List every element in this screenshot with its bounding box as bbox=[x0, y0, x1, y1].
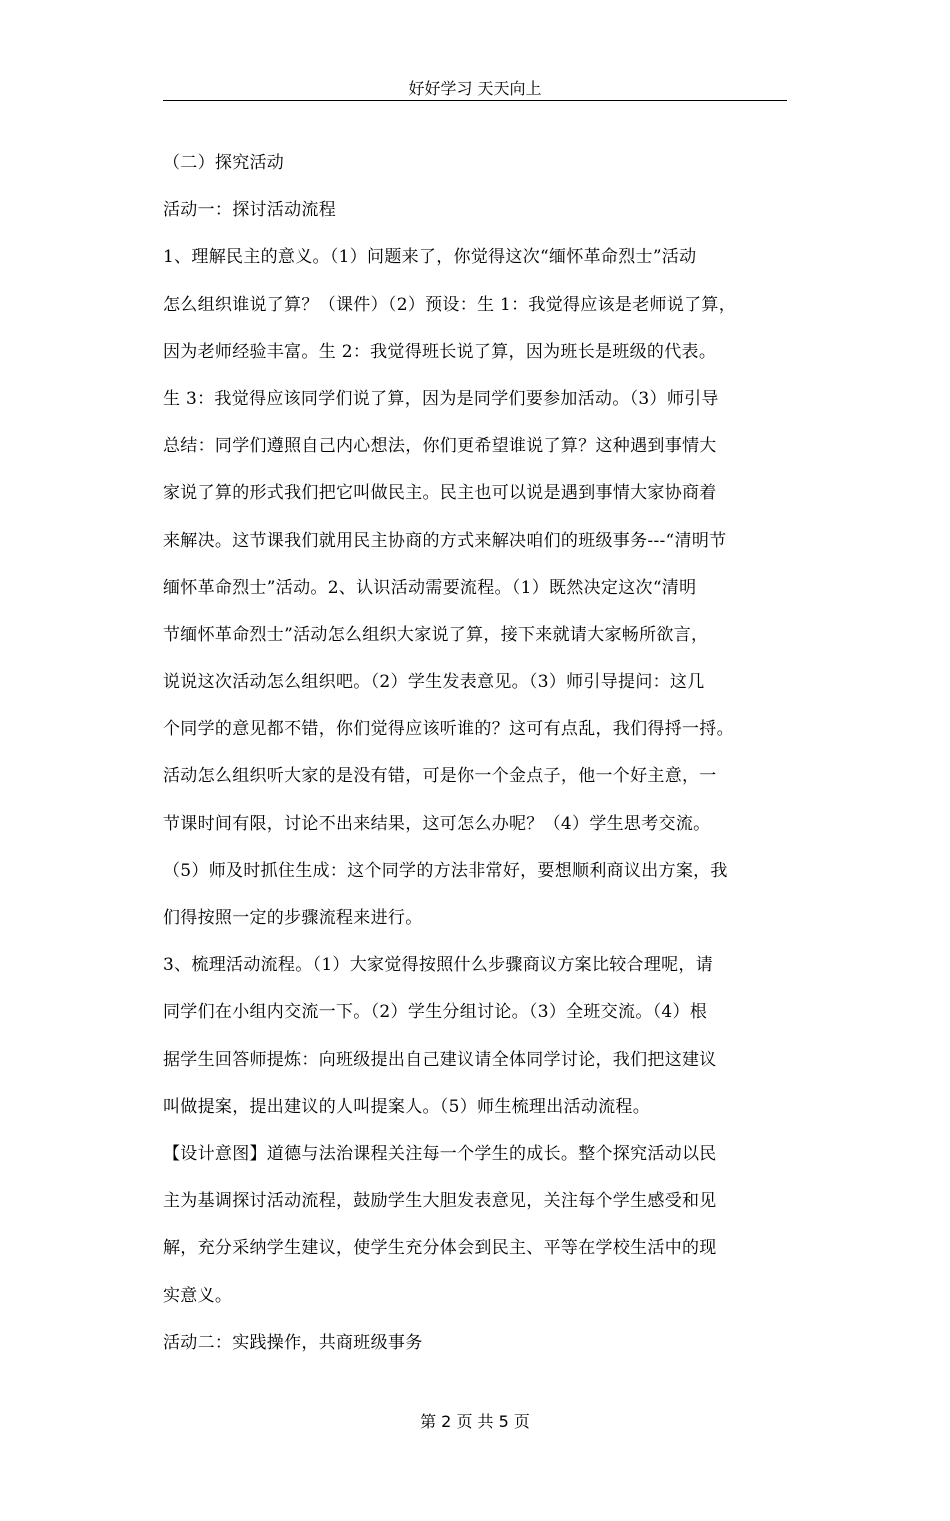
text-line: 实意义。 bbox=[163, 1285, 233, 1306]
text-line: 来解决。这节课我们就用民主协商的方式来解决咱们的班级事务---“清明节 bbox=[163, 530, 727, 551]
text-line: 说说这次活动怎么组织吧。（2）学生发表意见。（3）师引导提问：这几 bbox=[163, 672, 705, 693]
text-line: 解，充分采纳学生建议，使学生充分体会到民主、平等在学校生活中的现 bbox=[163, 1238, 717, 1259]
text-line: 1、理解民主的意义。（1）问题来了，你觉得这次“缅怀革命烈士”活动 bbox=[163, 247, 697, 268]
text-line: 3、梳理活动流程。（1）大家觉得按照什么步骤商议方案比较合理呢，请 bbox=[163, 955, 714, 976]
text-line: 缅怀革命烈士”活动。2、认识活动需要流程。（1）既然决定这次“清明 bbox=[163, 577, 697, 598]
text-line: 个同学的意见都不错，你们觉得应该听谁的？这可有点乱，我们得捋一捋。 bbox=[163, 719, 734, 740]
text-line: 活动怎么组织听大家的是没有错，可是你一个金点子，他一个好主意，一 bbox=[163, 766, 717, 787]
text-line: 总结：同学们遵照自己内心想法，你们更希望谁说了算？这种遇到事情大 bbox=[163, 436, 717, 457]
text-line: 怎么组织谁说了算？（课件）（2）预设：生 1：我觉得应该是老师说了算， bbox=[163, 294, 737, 315]
text-line: 节缅怀革命烈士”活动怎么组织大家说了算，接下来就请大家畅所欲言， bbox=[163, 624, 709, 645]
header-divider bbox=[163, 100, 787, 101]
activity-heading: 活动二：实践操作，共商班级事务 bbox=[163, 1332, 423, 1353]
text-line: 生 3：我觉得应该同学们说了算，因为是同学们要参加活动。（3）师引导 bbox=[163, 388, 719, 409]
design-intent-line: 【设计意图】道德与法治课程关注每一个学生的成长。整个探究活动以民 bbox=[163, 1143, 717, 1164]
text-line: 节课时间有限，讨论不出来结果，这可怎么办呢？（4）学生思考交流。 bbox=[163, 813, 711, 834]
text-line: 同学们在小组内交流一下。（2）学生分组讨论。（3）全班交流。（4）根 bbox=[163, 1002, 708, 1023]
text-line: 叫做提案，提出建议的人叫提案人。（5）师生梳理出活动流程。 bbox=[163, 1096, 651, 1117]
document-body bbox=[163, 140, 791, 1367]
text-line: 家说了算的形式我们把它叫做民主。民主也可以说是遇到事情大家协商着 bbox=[163, 483, 717, 504]
text-line: 据学生回答师提炼：向班级提出自己建议请全体同学讨论，我们把这建议 bbox=[163, 1049, 717, 1070]
text-line: 们得按照一定的步骤流程来进行。 bbox=[163, 908, 423, 928]
section-heading: （二）探究活动 bbox=[163, 153, 285, 173]
page-number: 第 2 页 共 5 页 bbox=[420, 1412, 530, 1431]
text-line: 主为基调探讨活动流程，鼓励学生大胆发表意见，关注每个学生感受和见 bbox=[163, 1191, 717, 1212]
text-line: （5）师及时抓住生成：这个同学的方法非常好，要想顺利商议出方案，我 bbox=[163, 860, 728, 881]
page-header-title: 好好学习 天天向上 bbox=[408, 79, 542, 98]
activity-heading: 活动一：探讨活动流程 bbox=[163, 200, 336, 221]
text-line: 因为老师经验丰富。生 2：我觉得班长说了算，因为班长是班级的代表。 bbox=[163, 341, 717, 362]
